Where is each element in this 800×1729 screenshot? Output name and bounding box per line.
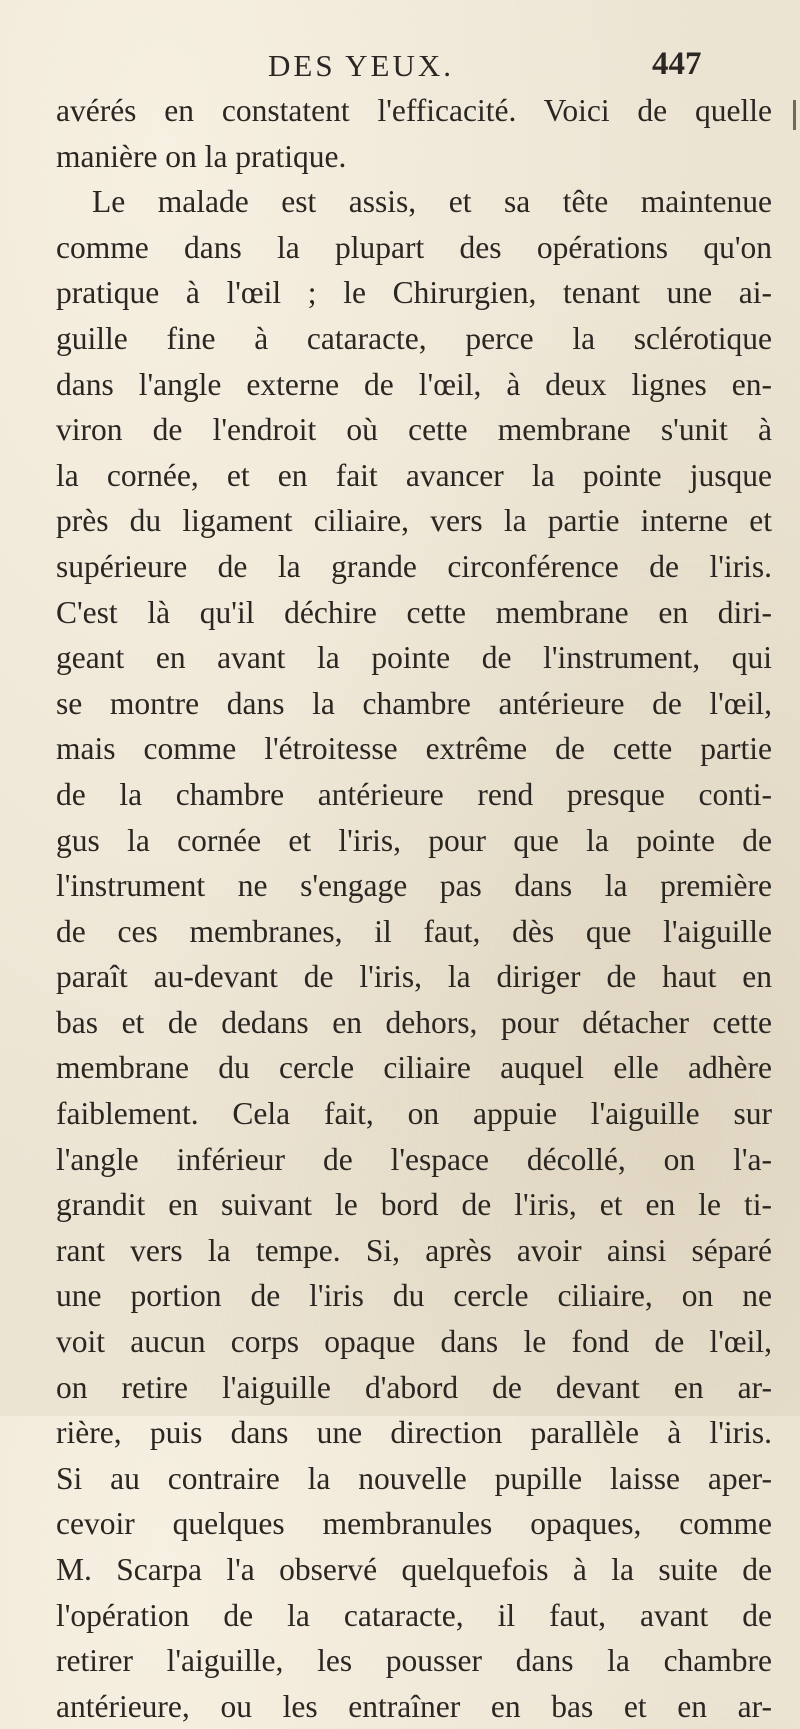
text-line: près du ligament ciliaire, vers la partie interne et xyxy=(56,503,772,539)
page-number: 447 xyxy=(652,46,702,82)
text-line: de ces membranes, il faut, dès que l'aiguille xyxy=(56,913,772,949)
text-line: C'est là qu'il déchire cette membrane en diri- xyxy=(56,594,772,630)
text-line: l'angle inférieur de l'espace décollé, on l'a- xyxy=(56,1141,772,1177)
text-line: rant vers la tempe. Si, après avoir ainsi séparé xyxy=(56,1232,772,1268)
text-line: gus la cornée et l'iris, pour que la pointe de xyxy=(56,822,772,858)
page-edge-mark xyxy=(793,100,796,130)
text-line: supérieure de la grande circonférence de l'iris. xyxy=(56,548,772,584)
text-line: faiblement. Cela fait, on appuie l'aiguille sur xyxy=(56,1096,772,1132)
text-line: bas et de dedans en dehors, pour détacher cette xyxy=(56,1004,772,1040)
text-line: comme dans la plupart des opérations qu'on xyxy=(56,229,772,265)
text-line: l'instrument ne s'engage pas dans la première xyxy=(56,868,772,904)
text-line: avérés en constatent l'efficacité. Voici de quelle xyxy=(56,93,772,128)
text-line: antérieure, ou les entraîner en bas et en ar- xyxy=(56,1688,772,1724)
text-line: geant en avant la pointe de l'instrument, qui xyxy=(56,640,772,676)
text-line: dans l'angle externe de l'œil, à deux lignes en- xyxy=(56,366,772,402)
text-line: guille fine à cataracte, perce la sclérotique xyxy=(56,320,772,356)
text-line: se montre dans la chambre antérieure de l'œil, xyxy=(56,685,772,721)
text-line: de la chambre antérieure rend presque conti- xyxy=(56,776,772,812)
text-line: la cornée, et en fait avancer la pointe jusque xyxy=(56,457,772,493)
text-line: voit aucun corps opaque dans le fond de l'œil, xyxy=(56,1324,772,1360)
text-line: retirer l'aiguille, les pousser dans la chambre xyxy=(56,1643,772,1679)
text-line: membrane du cercle ciliaire auquel elle adhère xyxy=(56,1050,772,1086)
paragraph-start-line: Le malade est assis, et sa tête maintenue xyxy=(92,184,772,220)
text-line: grandit en suivant le bord de l'iris, et en le ti- xyxy=(56,1187,772,1223)
text-line: manière on la pratique. xyxy=(56,138,347,174)
text-line: on retire l'aiguille d'abord de devant en ar- xyxy=(56,1369,772,1405)
text-line: l'opération de la cataracte, il faut, avant de xyxy=(56,1597,772,1633)
page-header xyxy=(0,42,800,90)
text-line: paraît au-devant de l'iris, la diriger de haut en xyxy=(56,959,772,995)
text-line: pratique à l'œil ; le Chirurgien, tenant une ai- xyxy=(56,275,772,311)
running-title: DES YEUX. xyxy=(268,48,455,83)
text-line: mais comme l'étroitesse extrême de cette partie xyxy=(56,731,772,767)
text-line: Si au contraire la nouvelle pupille laisse aper- xyxy=(56,1460,772,1496)
text-line: rière, puis dans une direction parallèle à l'iris. xyxy=(56,1415,772,1451)
text-line: viron de l'endroit où cette membrane s'unit à xyxy=(56,412,772,448)
body-text xyxy=(56,88,772,1729)
text-line: cevoir quelques membranules opaques, comme xyxy=(56,1506,772,1542)
text-line: une portion de l'iris du cercle ciliaire, on ne xyxy=(56,1278,772,1314)
text-line: M. Scarpa l'a observé quelquefois à la suite de xyxy=(56,1552,772,1587)
